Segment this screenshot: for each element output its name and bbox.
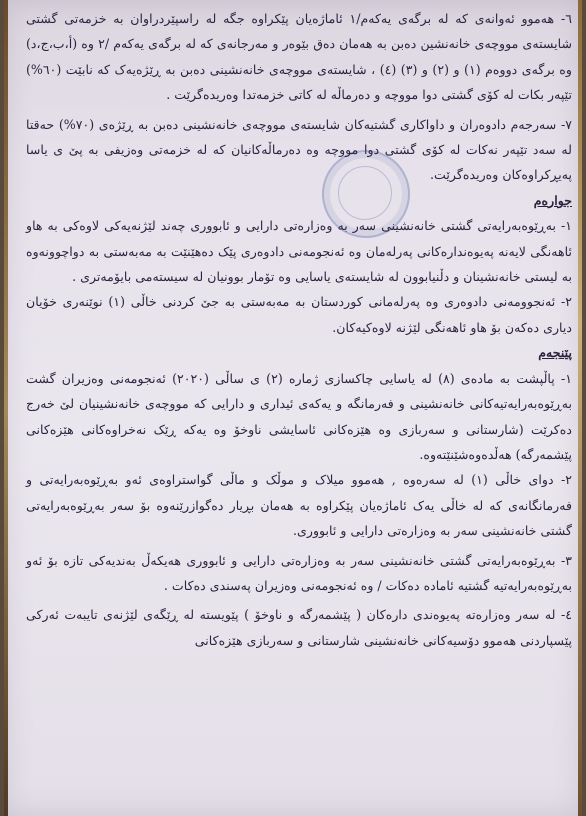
section-5-item-2: ٢- دوای خاڵی (١) لە سەرەوە , هەموو میلاک و موڵک و ماڵی گواستراوەی ئەو بەڕێوەبەرایەتی و فەرمانگانەی کە لە خاڵی یەک ئاماژەیان پێکراوە بە هەمان بڕیار دەگوازرێنەوە بۆ سەر بەڕێوەبەرایەتی گشتی خانەنشینی سەر بە وەزارەتی دارایی و ئابووری.	[26, 472, 572, 539]
section-5-item-4: ٤- لە سەر وەزارەتە پەیوەندی دارەکان ( پێشمەرگە و ناوخۆ ) پێویستە لە ڕێگەی لێژنەی تایبەت ئەرکی پێسپاردنی هەموو دۆسیەکانی خانەنشینی شارستانی و سەربازی هێزەکانی	[26, 607, 572, 648]
clause-6: ٦- هەموو ئەوانەی کە لە برگەی یەکەم/١ ئاماژەیان پێکراوە جگە لە راسپێردراوان بە خزمەتی گشتی شایستەی مووچەی خانەنشین دەبن بە هەمان دەق بێوەر و مەرجانەی کە لە برگەی یەکەم /٢ وە (أ،ب،ج،د) وە برگەی دووەم (١) و (٢) و (٣) (٤) ، شایستەی مووچەی خانەنشینی دەبن بە ڕێژەیەک کە نابێت (٦٠%) تێپەر بکات لە کۆی گشتی دوا مووچە و دەرماڵە لە کاتی خزمەتدا وەریدەگرێت .	[26, 11, 572, 103]
section-heading-fourth: جوارەم	[533, 192, 572, 208]
page-edge-left	[4, 0, 8, 816]
section-4-item-1: ١- بەڕێوەبەرایەتی گشتی خانەنشینی سەر بە وەزارەتی دارایی و ئابووری چەند لێژنەیەکی لاوەکی بە هاو ئاهەنگی لایەنە پەیوەندارەکانی پەرلەمان وە ئەنجومەنی دادوەری پێک دەهێنێت بە مەبەستی بە دواچوونەوە بە لیستی خانەنشینان و دڵنیابوون لە شایستەی یاسایی وە تۆمار بوونیان لە سیستەمی بایۆمەتری .	[26, 218, 572, 285]
section-4-item-2: ٢- ئەنجوومەنی دادوەری وە پەرلەمانی کوردستان بە مەبەستی بە جێ کردنی خاڵی (١) نوێنەری خۆیان دیاری دەکەن بۆ هاو ئاهەنگی لێژنە لاوەکیەکان.	[26, 294, 572, 335]
page-edge-right	[578, 0, 582, 816]
clause-7: ٧- سەرجەم دادوەران و داواکاری گشتیەکان شایستەی مووچەی خانەنشینی دەبن بە ڕێژەی (٧٠%) حەقتا لە سەد تێپەر نەکات لە کۆی گشتی دوا مووچە وە دەرماڵەکانیان کە لە خزمەتی وەزیفی بە پێ ی یاسا پەیڕکراوەکان وەریدەگرێت.	[26, 116, 572, 183]
section-5-item-3: ٣- بەڕێوەبەرایەتی گشتی خانەنشینی سەر بە وەزارەتی دارایی و ئابووری هەیکەڵ بەندیەکی تازە بۆ ئەو بەڕێوەبەرایەتیە گشتیە ئامادە دەکات / وە ئەنجومەنی وەزیران پەسندی دەکات .	[26, 552, 572, 593]
section-5-item-1: ١- پاڵپشت بە مادەی (٨) لە یاسایی چاکسازی ژمارە (٢) ی ساڵی (٢٠٢٠) ئەنجومەنی وەزیران گشت بەڕێوەبەرایەتیەکانی خانەنشینی و فەرمانگە و یەکەی ئیداری و دارایی کە مووچەی خانەنشینیان لێ خەرج دەکرێت (شارستانی و سەربازی وە هێزەکانی ئاسایشی ناوخۆ وە یەکە ڕێک نەخراوەکانی هێزەکانی پێشمەرگە) هەڵدەوەشێنێتەوە.	[26, 370, 573, 462]
document-page	[4, 0, 582, 816]
section-heading-fifth: پێنجەم	[538, 345, 572, 361]
document-body	[26, 6, 572, 653]
